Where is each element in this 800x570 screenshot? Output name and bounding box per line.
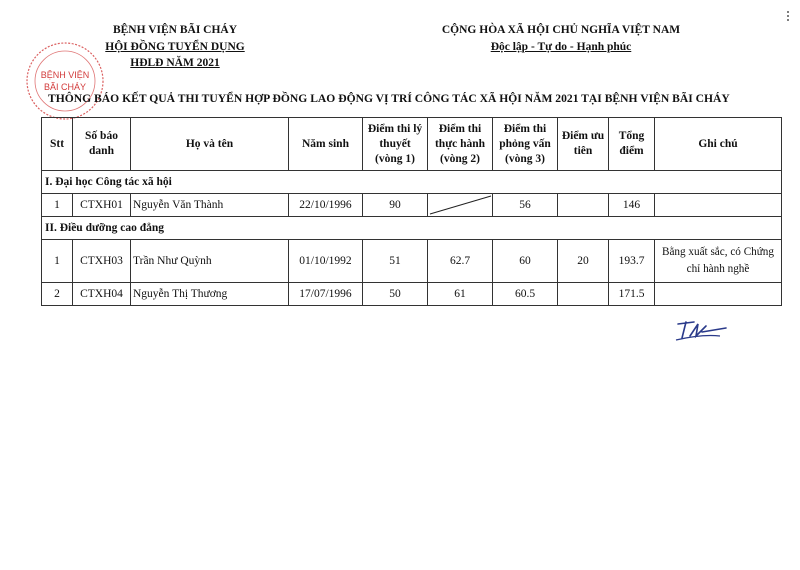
cell-dob: 17/07/1996 xyxy=(289,283,363,306)
national-motto-block xyxy=(430,22,692,56)
cell-sbd: CTXH03 xyxy=(73,240,131,283)
menu-dots-icon xyxy=(786,10,790,22)
col-name: Họ và tên xyxy=(131,118,289,171)
cell-name: Nguyễn Thị Thương xyxy=(131,283,289,306)
cell-stt: 1 xyxy=(42,240,73,283)
section-row xyxy=(42,217,782,240)
table-row xyxy=(42,194,782,217)
motto: Độc lập - Tự do - Hạnh phúc xyxy=(490,41,632,53)
cell-name: Trần Như Quỳnh xyxy=(131,240,289,283)
issuer-block xyxy=(96,22,254,72)
col-uutien: Điểm ưu tiên xyxy=(558,118,609,171)
cell-v1: 50 xyxy=(363,283,428,306)
council-year: HĐLĐ NĂM 2021 xyxy=(130,57,220,69)
document-title: THÔNG BÁO KẾT QUẢ THI TUYỂN HỢP ĐỒNG LAO ĐỘNG VỊ TRÍ CÔNG TÁC XÃ HỘI NĂM 2021 TẠI BỆNH VIỆN BÃI CHÁY xyxy=(48,92,730,105)
cell-uutien: 20 xyxy=(558,240,609,283)
col-stt: Stt xyxy=(42,118,73,171)
svg-text:BÃI CHÁY: BÃI CHÁY xyxy=(43,82,87,92)
table-row xyxy=(42,283,782,306)
country-name: CỘNG HÒA XÃ HỘI CHỦ NGHĨA VIỆT NAM xyxy=(441,24,681,36)
council-name: HỘI ĐỒNG TUYỂN DỤNG xyxy=(105,40,245,53)
cell-v2-crossed xyxy=(428,194,493,217)
cell-uutien xyxy=(558,283,609,306)
cell-sbd: CTXH04 xyxy=(73,283,131,306)
col-total: Tổng điểm xyxy=(609,118,655,171)
cell-total: 146 xyxy=(609,194,655,217)
cell-v1: 51 xyxy=(363,240,428,283)
results-table xyxy=(41,117,782,306)
cell-note: Bằng xuất sắc, có Chứng chỉ hành nghề xyxy=(655,240,782,283)
cross-out-line xyxy=(428,194,493,216)
svg-text:BỆNH VIỆN: BỆNH VIỆN xyxy=(40,70,90,80)
cell-v1: 90 xyxy=(363,194,428,217)
table-header-row xyxy=(42,118,782,171)
section-row xyxy=(42,171,782,194)
cell-uutien xyxy=(558,194,609,217)
section-title: II. Điều dưỡng cao đẳng xyxy=(42,217,782,240)
hospital-stamp xyxy=(24,40,106,122)
col-dob: Năm sinh xyxy=(289,118,363,171)
cell-total: 193.7 xyxy=(609,240,655,283)
col-sbd: Số báo danh xyxy=(73,118,131,171)
cell-v2: 61 xyxy=(428,283,493,306)
cell-sbd: CTXH01 xyxy=(73,194,131,217)
cell-stt: 2 xyxy=(42,283,73,306)
cell-name: Nguyễn Văn Thành xyxy=(131,194,289,217)
cell-dob: 01/10/1992 xyxy=(289,240,363,283)
cell-v3: 60.5 xyxy=(493,283,558,306)
hospital-name: BỆNH VIỆN BÃI CHÁY xyxy=(112,24,238,36)
cell-note xyxy=(655,194,782,217)
cell-dob: 22/10/1996 xyxy=(289,194,363,217)
col-note: Ghi chú xyxy=(655,118,782,171)
cell-stt: 1 xyxy=(42,194,73,217)
col-v2: Điểm thi thực hành (vòng 2) xyxy=(428,118,493,171)
col-v3: Điểm thi phỏng vấn (vòng 3) xyxy=(493,118,558,171)
table-row xyxy=(42,240,782,283)
cell-note xyxy=(655,283,782,306)
cell-total: 171.5 xyxy=(609,283,655,306)
cell-v3: 60 xyxy=(493,240,558,283)
signature-mark xyxy=(672,316,732,346)
col-v1: Điểm thi lý thuyết (vòng 1) xyxy=(363,118,428,171)
cell-v3: 56 xyxy=(493,194,558,217)
section-title: I. Đại học Công tác xã hội xyxy=(42,171,782,194)
cell-v2: 62.7 xyxy=(428,240,493,283)
